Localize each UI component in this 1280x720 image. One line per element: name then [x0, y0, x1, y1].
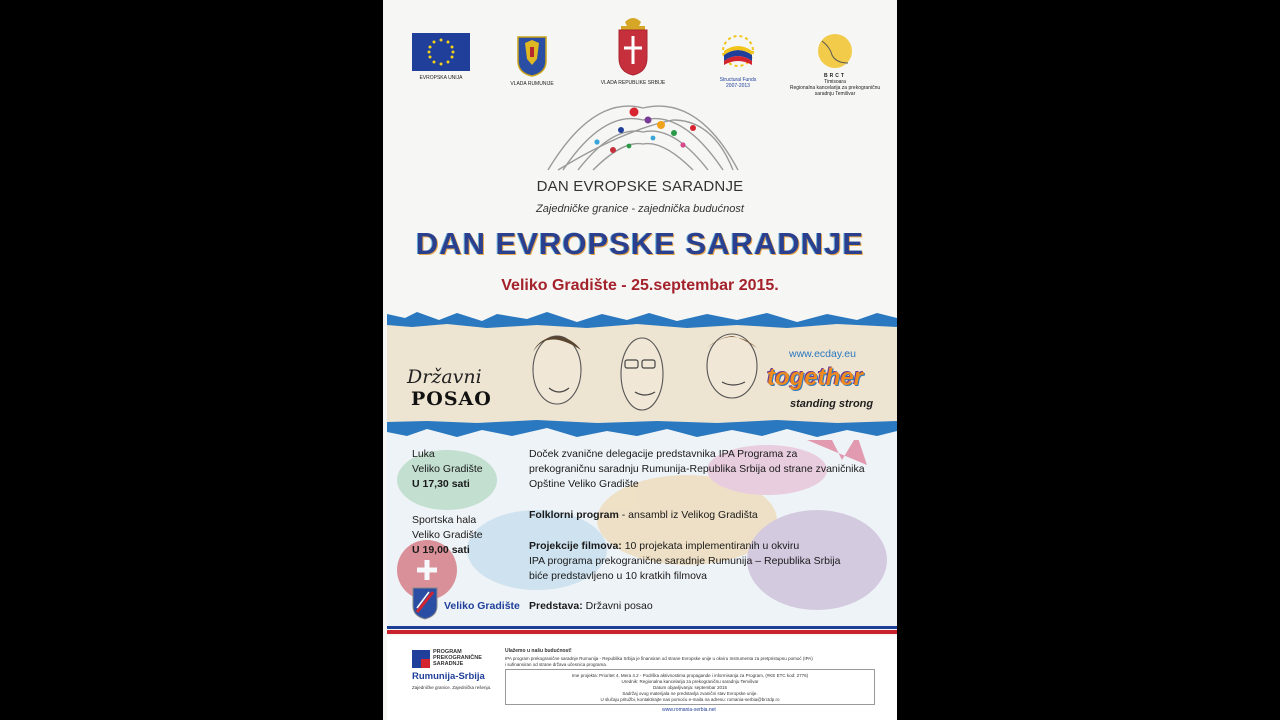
standing-strong-text: standing strong	[790, 398, 874, 410]
publication-project: Ime projekta: Prioritet 4, Mera 4.2 - Podrška aktivnostima propagande i informisanja za Program, (#KE ETC kod: 2776)	[571, 673, 809, 678]
invest-slogan: Ulažemo u našu budućnost!	[505, 648, 572, 654]
romania-coat-of-arms-icon	[515, 33, 549, 77]
venue-name: Luka	[412, 448, 435, 460]
publication-disclaimer: Sadržaj ovog materijala ne predstavlja zvanični stav Evropske unije.	[622, 691, 758, 696]
film-line-2: IPA programa prekogranične saradnje Rumunija – Republika Srbija	[529, 555, 841, 567]
event-time: U 19,00 sati	[412, 544, 470, 556]
play-label: Predstava:	[529, 600, 583, 612]
event-main-title: DAN EVROPSKE SARADNJE	[415, 226, 865, 261]
municipality-logo	[411, 586, 439, 625]
show-title-bottom: POSAO	[411, 388, 492, 410]
flag-stripe-blue	[387, 626, 897, 629]
publication-contact: U slučaju pritužbi, kontaktirajte nas pomoću e-maila na adresu: romania-serbia@brctdp.ro	[600, 697, 780, 702]
serbia-coat-of-arms-icon	[615, 14, 651, 76]
program-website[interactable]: www.romania-serbia.net	[662, 707, 716, 713]
brct-logo	[785, 33, 885, 97]
venue-town: Veliko Gradište	[412, 529, 483, 541]
municipality-name: Veliko Gradište	[444, 600, 520, 612]
structural-funds-years: 2007-2013	[726, 83, 750, 89]
welcome-line-1: Doček zvanične delegacije predstavnika IPA Programa za	[529, 448, 798, 460]
theater-banner	[387, 330, 897, 418]
eu-flag-icon	[412, 33, 470, 71]
serbia-caption: VLADA REPUBLIKE SRBIJE	[600, 80, 666, 86]
welcome-line-3: Opštine Veliko Gradište	[529, 478, 639, 490]
flag-stripe-red	[387, 630, 897, 634]
venue-name: Sportska hala	[412, 514, 477, 526]
ecday-website[interactable]: www.ecday.eu	[789, 348, 856, 360]
program-label-3: SARADNJE	[433, 661, 464, 667]
cbc-program-logo	[412, 650, 430, 673]
brct-name: BRCT	[824, 73, 846, 79]
romania-caption: VLADA RUMUNIJE	[510, 81, 554, 87]
program-brand-tagline: Zajedničke granice. Zajednička rešenja.	[412, 685, 492, 690]
funding-line-1: IPA program prekogranične saradnje Rumunija - Republika Srbija je finansiran od strane Evropske unije u okviru Instrumenta za pretpristupnu pomoć (IPA)	[505, 656, 813, 661]
structural-funds-icon	[716, 33, 760, 73]
romania-logo	[507, 33, 557, 87]
event-poster	[383, 0, 897, 720]
funding-line-2: i sufinansiran od strane država učesnica programa.	[505, 662, 608, 667]
partner-logos	[383, 0, 897, 100]
film-label: Projekcije filmova:	[529, 540, 622, 552]
program-flag-icon	[412, 650, 430, 668]
structural-funds-caption: Structural Funds	[719, 77, 757, 83]
publication-date: Datum objavljivanja: septembar 2015	[652, 685, 728, 690]
publication-info-box	[505, 669, 875, 705]
brct-caption: Regionalna kancelarija za prekograničnu saradnju Temišvar	[789, 85, 881, 97]
event-time: U 17,30 sati	[412, 478, 470, 490]
play-text: Državni posao	[582, 600, 653, 612]
film-projection	[529, 539, 799, 555]
event-small-title: DAN EVROPSKE SARADNJE	[536, 178, 744, 195]
program-brand: Rumunija-Srbija	[412, 671, 485, 682]
film-line-3: biće predstavljeno u 10 kratkih filmova	[529, 570, 708, 582]
welcome-line-2: prekograničnu saradnju Rumunija-Republika Srbija od strane zvaničnika	[529, 463, 865, 475]
show-title-top: Državni	[407, 366, 482, 388]
european-cooperation-arcs-icon	[533, 100, 753, 175]
publication-editor: Urednik: Regionalna kancelarija za prekograničnu saradnju Temišvar	[621, 679, 759, 684]
event-date-line: Veliko Gradište - 25.septembar 2015.	[501, 277, 779, 294]
together-logo: together	[767, 364, 863, 391]
event-tagline: Zajedničke granice - zajednička budućnost	[536, 203, 744, 215]
folklore-text: - ansambl iz Velikog Gradišta	[618, 509, 758, 521]
brct-sun-icon	[814, 33, 856, 69]
serbia-logo	[598, 14, 668, 86]
folklore-program	[529, 508, 758, 524]
decorative-band-bottom	[387, 418, 897, 440]
structural-funds-logo	[713, 33, 763, 89]
program-label-2: PREKOGRANIČNE	[433, 655, 482, 661]
program-section	[387, 440, 897, 626]
veliko-gradiste-coat-of-arms-icon	[411, 586, 439, 620]
folklore-label: Folklorni program	[529, 509, 619, 521]
program-label-1: PROGRAM	[433, 649, 462, 655]
theater-play	[529, 599, 653, 615]
eu-caption: EVROPSKA UNIJA	[419, 75, 463, 81]
program-footer	[387, 636, 897, 720]
film-text: 10 projekata implementiranih u okviru	[621, 540, 800, 552]
decorative-band-top	[387, 308, 897, 330]
brct-city: Timisoara	[824, 79, 846, 85]
venue-town: Veliko Gradište	[412, 463, 483, 475]
eu-logo	[411, 33, 471, 81]
